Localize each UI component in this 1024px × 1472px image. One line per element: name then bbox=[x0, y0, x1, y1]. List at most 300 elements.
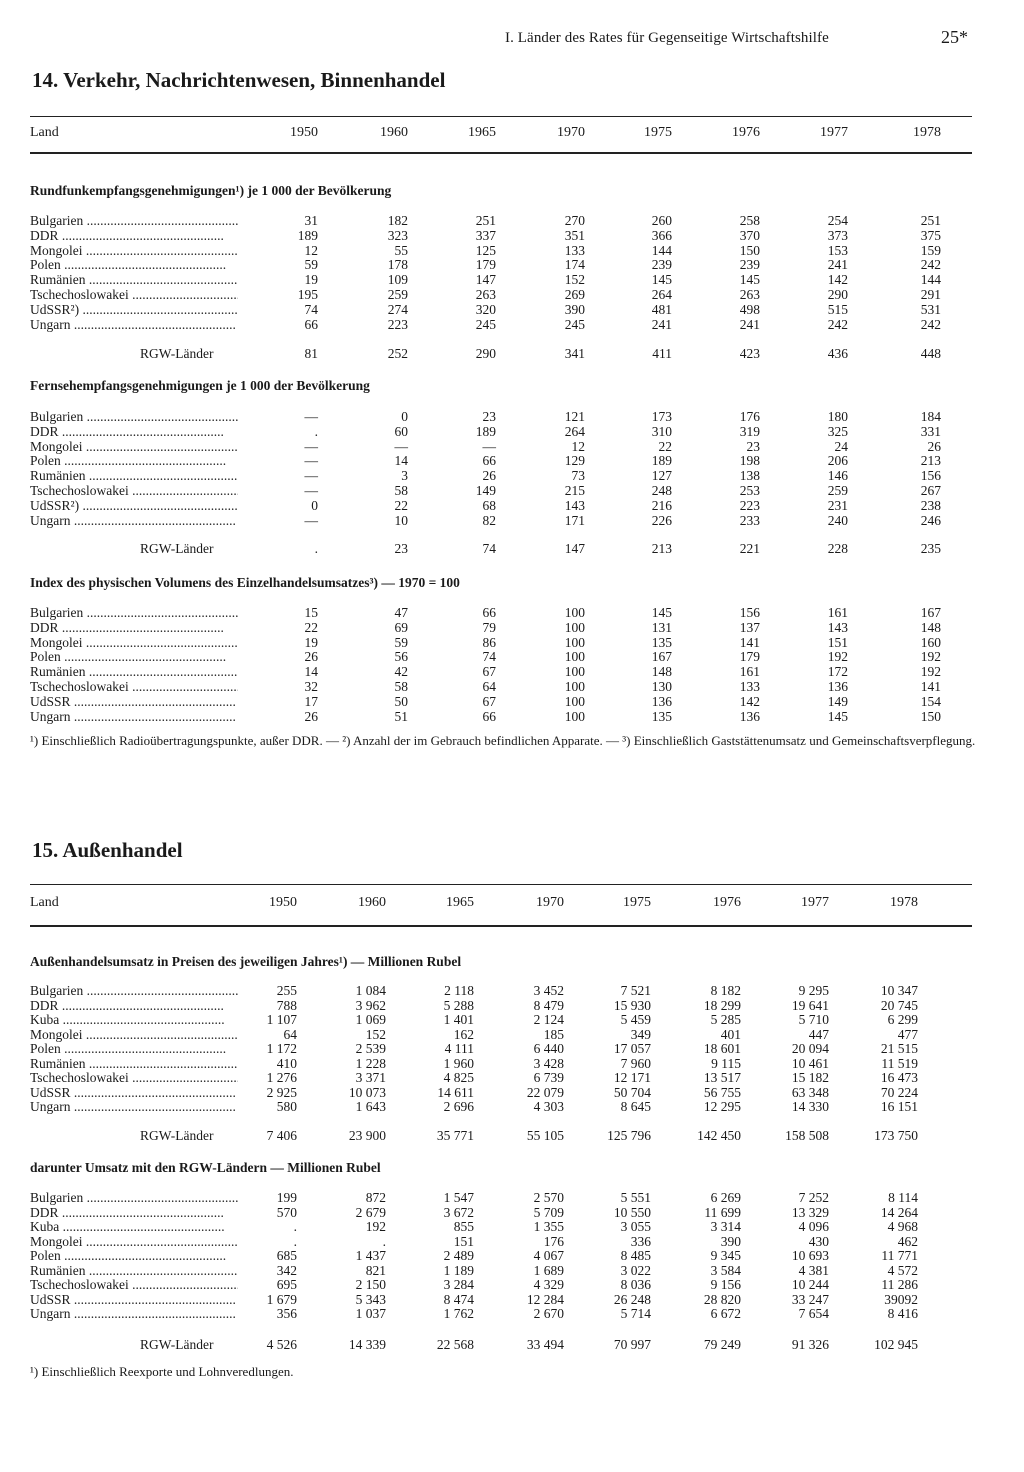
table-cell: 447 bbox=[808, 1027, 829, 1042]
table-cell: — bbox=[304, 439, 318, 454]
table-cell: 239 bbox=[651, 257, 672, 272]
table-cell: 26 bbox=[304, 649, 318, 664]
table-cell: 269 bbox=[564, 287, 585, 302]
table-cell: 22 bbox=[394, 498, 408, 513]
table-cell: 253 bbox=[739, 483, 760, 498]
table-cell: 17 bbox=[304, 694, 318, 709]
table-cell: 33 247 bbox=[791, 1292, 829, 1307]
total-cell: 423 bbox=[739, 346, 760, 361]
row-label: Polen ..... bbox=[30, 1248, 238, 1263]
table-cell: 32 bbox=[304, 679, 318, 694]
table-cell: 264 bbox=[651, 287, 672, 302]
table-cell: 131 bbox=[651, 620, 672, 635]
table-cell: 8 479 bbox=[533, 998, 564, 1013]
table-cell: 290 bbox=[827, 287, 848, 302]
row-label: Tschechoslowakei ..... bbox=[30, 287, 238, 302]
total-cell: . bbox=[314, 541, 318, 556]
footnote: ¹) Einschließlich Radioübertragungspunkte, außer DDR. — ²) Anzahl der im Gebrauch befindlichen Apparate. — ³) Einschließlich Gaststättenumsatz und Gemeinschaftsverpflegung. bbox=[30, 733, 976, 748]
table-cell: 872 bbox=[365, 1190, 386, 1205]
table-cell: 240 bbox=[827, 513, 848, 528]
table-cell: 171 bbox=[564, 513, 585, 528]
table-cell: 9 156 bbox=[710, 1277, 741, 1292]
table-cell: 1 960 bbox=[443, 1056, 474, 1071]
table-cell: 5 710 bbox=[798, 1012, 829, 1027]
row-label: Tschechoslowakei ..... bbox=[30, 1277, 238, 1292]
table-cell: 19 bbox=[304, 635, 318, 650]
table-cell: 6 672 bbox=[710, 1306, 741, 1321]
table-cell: 242 bbox=[920, 257, 941, 272]
table-cell: 26 bbox=[927, 439, 941, 454]
table-cell: 135 bbox=[651, 709, 672, 724]
table-cell: 151 bbox=[453, 1234, 474, 1249]
table-cell: 1 228 bbox=[355, 1056, 386, 1071]
row-label: DDR ..... bbox=[30, 228, 238, 243]
table-cell: 7 521 bbox=[620, 983, 651, 998]
table-cell: 50 bbox=[394, 694, 408, 709]
table-cell: . bbox=[382, 1234, 386, 1249]
table-row bbox=[0, 1292, 1024, 1307]
table-cell: 10 693 bbox=[791, 1248, 829, 1263]
table-cell: — bbox=[304, 409, 318, 424]
table-cell: 14 330 bbox=[791, 1099, 829, 1114]
table-row bbox=[0, 649, 1024, 664]
table-cell: 370 bbox=[739, 228, 760, 243]
total-row bbox=[0, 346, 1024, 361]
table-cell: 10 244 bbox=[791, 1277, 829, 1292]
table-cell: 5 288 bbox=[443, 998, 474, 1013]
table-cell: 146 bbox=[827, 468, 848, 483]
table-cell: 135 bbox=[651, 635, 672, 650]
table-cell: 241 bbox=[651, 317, 672, 332]
table-cell: 67 bbox=[482, 694, 496, 709]
table-cell: 226 bbox=[651, 513, 672, 528]
table-cell: 143 bbox=[564, 498, 585, 513]
column-header-year: 1978 bbox=[890, 895, 918, 910]
column-header-land: Land bbox=[30, 895, 59, 910]
table-cell: 223 bbox=[387, 317, 408, 332]
table-cell: 176 bbox=[543, 1234, 564, 1249]
table-cell: 12 295 bbox=[703, 1099, 741, 1114]
table-cell: 160 bbox=[920, 635, 941, 650]
table-cell: 1 762 bbox=[443, 1306, 474, 1321]
table-row bbox=[0, 453, 1024, 468]
row-label: Bulgarien ..... bbox=[30, 409, 238, 424]
table-cell: 3 022 bbox=[620, 1263, 651, 1278]
row-label: Bulgarien ..... bbox=[30, 1190, 238, 1205]
table-cell: 100 bbox=[564, 635, 585, 650]
column-header-year: 1960 bbox=[380, 125, 408, 140]
table-cell: 5 551 bbox=[620, 1190, 651, 1205]
table-cell: 10 073 bbox=[348, 1085, 386, 1100]
section-15-title: 15. Außenhandel bbox=[32, 838, 183, 862]
row-label: Ungarn ..... bbox=[30, 1099, 238, 1114]
table-cell: 55 bbox=[394, 243, 408, 258]
total-cell: 23 bbox=[394, 541, 408, 556]
row-label: Polen ..... bbox=[30, 649, 238, 664]
total-cell: 448 bbox=[920, 346, 941, 361]
total-label: RGW-Länder bbox=[140, 1128, 214, 1143]
block-subtitle: Außenhandelsumsatz in Preisen des jeweiligen Jahres¹) — Millionen Rubel bbox=[30, 954, 462, 969]
table-cell: 5 709 bbox=[533, 1205, 564, 1220]
row-label: Bulgarien ..... bbox=[30, 983, 238, 998]
table-cell: 7 654 bbox=[798, 1306, 829, 1321]
table-cell: 8 645 bbox=[620, 1099, 651, 1114]
table-cell: 74 bbox=[482, 649, 496, 664]
total-label: RGW-Länder bbox=[140, 1337, 214, 1352]
table-cell: 129 bbox=[564, 453, 585, 468]
table-cell: 9 115 bbox=[711, 1056, 741, 1071]
total-cell: 125 796 bbox=[607, 1128, 651, 1143]
table-cell: 58 bbox=[394, 679, 408, 694]
row-label: UdSSR²) ..... bbox=[30, 498, 238, 513]
table-cell: 28 820 bbox=[703, 1292, 741, 1307]
table-cell: 145 bbox=[651, 605, 672, 620]
block-subtitle: Rundfunkempfangsgenehmigungen¹) je 1 000 der Bevölkerung bbox=[30, 183, 392, 198]
table-cell: 248 bbox=[651, 483, 672, 498]
table-cell: 100 bbox=[564, 694, 585, 709]
table-row bbox=[0, 694, 1024, 709]
table-cell: 390 bbox=[564, 302, 585, 317]
column-header-year: 1978 bbox=[913, 125, 941, 140]
total-row bbox=[0, 1337, 1024, 1352]
table-cell: 162 bbox=[453, 1027, 474, 1042]
table-cell: 477 bbox=[897, 1027, 918, 1042]
table-cell: 336 bbox=[630, 1234, 651, 1249]
table-cell: 3 962 bbox=[355, 998, 386, 1013]
table-cell: 47 bbox=[394, 605, 408, 620]
table-cell: 68 bbox=[482, 498, 496, 513]
table-cell: 5 714 bbox=[620, 1306, 651, 1321]
table-cell: 4 067 bbox=[533, 1248, 564, 1263]
table-cell: 69 bbox=[394, 620, 408, 635]
table-cell: 50 704 bbox=[613, 1085, 651, 1100]
table-cell: 24 bbox=[834, 439, 848, 454]
table-cell: 5 459 bbox=[620, 1012, 651, 1027]
table-cell: 23 bbox=[482, 409, 496, 424]
row-label: Mongolei ..... bbox=[30, 635, 238, 650]
total-cell: 102 945 bbox=[874, 1337, 918, 1352]
table-cell: 223 bbox=[739, 498, 760, 513]
table-cell: 133 bbox=[739, 679, 760, 694]
table-cell: 3 452 bbox=[533, 983, 564, 998]
table-cell: 213 bbox=[920, 453, 941, 468]
table-cell: 172 bbox=[827, 664, 848, 679]
table-cell: 356 bbox=[276, 1306, 297, 1321]
table-cell: 375 bbox=[920, 228, 941, 243]
table-cell: 14 bbox=[304, 664, 318, 679]
table-cell: 184 bbox=[920, 409, 941, 424]
table-cell: 6 739 bbox=[533, 1070, 564, 1085]
table-cell: 1 355 bbox=[533, 1219, 564, 1234]
column-header-year: 1975 bbox=[644, 125, 672, 140]
table-cell: 199 bbox=[276, 1190, 297, 1205]
table-cell: 154 bbox=[920, 694, 941, 709]
total-cell: 147 bbox=[564, 541, 585, 556]
table-cell: 788 bbox=[276, 998, 297, 1013]
table-cell: 159 bbox=[920, 243, 941, 258]
table-cell: 149 bbox=[475, 483, 496, 498]
table-cell: 56 755 bbox=[703, 1085, 741, 1100]
table-row bbox=[0, 1099, 1024, 1114]
table-cell: — bbox=[394, 439, 408, 454]
column-header-year: 1977 bbox=[801, 895, 829, 910]
row-label: UdSSR ..... bbox=[30, 694, 238, 709]
table-row bbox=[0, 679, 1024, 694]
table-cell: 9 345 bbox=[710, 1248, 741, 1263]
total-cell: 23 900 bbox=[348, 1128, 386, 1143]
row-label: Polen ..... bbox=[30, 1041, 238, 1056]
column-header-year: 1970 bbox=[557, 125, 585, 140]
table-cell: 695 bbox=[276, 1277, 297, 1292]
table-row bbox=[0, 439, 1024, 454]
column-header-year: 1975 bbox=[623, 895, 651, 910]
table-row bbox=[0, 998, 1024, 1013]
table-cell: 821 bbox=[365, 1263, 386, 1278]
table-cell: 7 960 bbox=[620, 1056, 651, 1071]
table-row bbox=[0, 302, 1024, 317]
table-cell: 12 284 bbox=[526, 1292, 564, 1307]
table-cell: 4 111 bbox=[444, 1041, 474, 1056]
total-label: RGW-Länder bbox=[140, 346, 214, 361]
table-cell: 136 bbox=[827, 679, 848, 694]
table-cell: 580 bbox=[276, 1099, 297, 1114]
table-cell: 8 182 bbox=[710, 983, 741, 998]
table-cell: 10 347 bbox=[880, 983, 918, 998]
table-cell: 59 bbox=[394, 635, 408, 650]
table-cell: 192 bbox=[920, 649, 941, 664]
table-row bbox=[0, 498, 1024, 513]
table-header-row bbox=[0, 125, 1024, 140]
row-label: Tschechoslowakei ..... bbox=[30, 483, 238, 498]
table-cell: 142 bbox=[827, 272, 848, 287]
table-cell: 3 bbox=[401, 468, 408, 483]
table-row bbox=[0, 424, 1024, 439]
table-cell: 331 bbox=[920, 424, 941, 439]
table-cell: 239 bbox=[739, 257, 760, 272]
table-cell: 137 bbox=[739, 620, 760, 635]
table-cell: 18 299 bbox=[703, 998, 741, 1013]
table-cell: 4 381 bbox=[798, 1263, 829, 1278]
column-header-land: Land bbox=[30, 125, 59, 140]
table-cell: 206 bbox=[827, 453, 848, 468]
table-row bbox=[0, 620, 1024, 635]
table-cell: 264 bbox=[564, 424, 585, 439]
total-cell: 70 997 bbox=[613, 1337, 651, 1352]
table-cell: 11 771 bbox=[881, 1248, 918, 1263]
table-cell: 144 bbox=[651, 243, 672, 258]
table-cell: . bbox=[314, 424, 318, 439]
table-cell: 351 bbox=[564, 228, 585, 243]
table-cell: 148 bbox=[920, 620, 941, 635]
table-cell: 685 bbox=[276, 1248, 297, 1263]
table-cell: 192 bbox=[365, 1219, 386, 1234]
total-cell: 290 bbox=[475, 346, 496, 361]
table-cell: 238 bbox=[920, 498, 941, 513]
table-cell: . bbox=[293, 1219, 297, 1234]
table-row bbox=[0, 317, 1024, 332]
table-cell: 4 096 bbox=[798, 1219, 829, 1234]
table-cell: 2 118 bbox=[444, 983, 474, 998]
table-cell: 3 428 bbox=[533, 1056, 564, 1071]
table-cell: 198 bbox=[739, 453, 760, 468]
table-row bbox=[0, 228, 1024, 243]
table-cell: 189 bbox=[475, 424, 496, 439]
table-cell: 144 bbox=[920, 272, 941, 287]
table-cell: 12 bbox=[571, 439, 585, 454]
total-cell: 436 bbox=[827, 346, 848, 361]
table-row bbox=[0, 1263, 1024, 1278]
table-cell: 4 572 bbox=[887, 1263, 918, 1278]
table-cell: 127 bbox=[651, 468, 672, 483]
table-cell: 56 bbox=[394, 649, 408, 664]
total-cell: 142 450 bbox=[697, 1128, 741, 1143]
table-cell: 15 182 bbox=[791, 1070, 829, 1085]
table-cell: 245 bbox=[564, 317, 585, 332]
table-row bbox=[0, 664, 1024, 679]
table-cell: 100 bbox=[564, 620, 585, 635]
table-cell: . bbox=[293, 1234, 297, 1249]
table-cell: 241 bbox=[827, 257, 848, 272]
table-cell: 1 547 bbox=[443, 1190, 474, 1205]
table-cell: 8 474 bbox=[443, 1292, 474, 1307]
column-header-year: 1977 bbox=[820, 125, 848, 140]
row-label: DDR ..... bbox=[30, 424, 238, 439]
table-cell: 22 bbox=[304, 620, 318, 635]
table-cell: 263 bbox=[739, 287, 760, 302]
table-header-row bbox=[0, 895, 1024, 910]
table-cell: 260 bbox=[651, 213, 672, 228]
table-cell: 10 550 bbox=[613, 1205, 651, 1220]
table-cell: — bbox=[304, 483, 318, 498]
row-label: Ungarn ..... bbox=[30, 317, 238, 332]
row-label: DDR ..... bbox=[30, 1205, 238, 1220]
table-cell: 1 069 bbox=[355, 1012, 386, 1027]
column-header-year: 1965 bbox=[468, 125, 496, 140]
table-cell: 141 bbox=[739, 635, 760, 650]
table-cell: 189 bbox=[297, 228, 318, 243]
table-cell: 161 bbox=[827, 605, 848, 620]
table-cell: 259 bbox=[387, 287, 408, 302]
table-cell: 145 bbox=[651, 272, 672, 287]
table-cell: 143 bbox=[827, 620, 848, 635]
table-row bbox=[0, 1070, 1024, 1085]
column-header-year: 1950 bbox=[290, 125, 318, 140]
table-cell: 1 172 bbox=[266, 1041, 297, 1056]
total-cell: 7 406 bbox=[266, 1128, 297, 1143]
table-cell: 390 bbox=[720, 1234, 741, 1249]
table-cell: 462 bbox=[897, 1234, 918, 1249]
table-cell: 66 bbox=[482, 709, 496, 724]
total-cell: 14 339 bbox=[348, 1337, 386, 1352]
block-subtitle: Index des physischen Volumens des Einzelhandelsumsatzes³) — 1970 = 100 bbox=[30, 575, 460, 590]
table-row bbox=[0, 983, 1024, 998]
table-cell: 153 bbox=[827, 243, 848, 258]
table-cell: — bbox=[482, 439, 496, 454]
table-cell: 2 670 bbox=[533, 1306, 564, 1321]
table-row bbox=[0, 243, 1024, 258]
table-cell: 17 057 bbox=[613, 1041, 651, 1056]
table-row bbox=[0, 287, 1024, 302]
table-cell: 15 930 bbox=[613, 998, 651, 1013]
table-cell: 15 bbox=[304, 605, 318, 620]
total-label: RGW-Länder bbox=[140, 541, 214, 556]
table-cell: 138 bbox=[739, 468, 760, 483]
table-cell: 3 584 bbox=[710, 1263, 741, 1278]
table-cell: 325 bbox=[827, 424, 848, 439]
total-cell: 91 326 bbox=[791, 1337, 829, 1352]
table-top-rule bbox=[30, 116, 972, 117]
table-cell: — bbox=[304, 513, 318, 528]
table-row bbox=[0, 257, 1024, 272]
table-cell: 254 bbox=[827, 213, 848, 228]
table-cell: 2 925 bbox=[266, 1085, 297, 1100]
row-label: Ungarn ..... bbox=[30, 709, 238, 724]
table-row bbox=[0, 468, 1024, 483]
table-cell: 1 401 bbox=[443, 1012, 474, 1027]
table-cell: 109 bbox=[387, 272, 408, 287]
table-row bbox=[0, 1012, 1024, 1027]
table-cell: 12 171 bbox=[613, 1070, 651, 1085]
table-cell: 233 bbox=[739, 513, 760, 528]
table-cell: 270 bbox=[564, 213, 585, 228]
table-cell: 2 696 bbox=[443, 1099, 474, 1114]
table-row bbox=[0, 409, 1024, 424]
table-cell: 185 bbox=[543, 1027, 564, 1042]
table-row bbox=[0, 213, 1024, 228]
table-row bbox=[0, 483, 1024, 498]
table-cell: 1 189 bbox=[443, 1263, 474, 1278]
running-header: I. Länder des Rates für Gegenseitige Wirtschaftshilfe bbox=[505, 30, 829, 46]
table-cell: 12 bbox=[304, 243, 318, 258]
row-label: Mongolei ..... bbox=[30, 439, 238, 454]
row-label: Kuba ..... bbox=[30, 1012, 238, 1027]
table-cell: 1 107 bbox=[266, 1012, 297, 1027]
table-cell: 39092 bbox=[884, 1292, 918, 1307]
table-cell: 2 539 bbox=[355, 1041, 386, 1056]
row-label: UdSSR ..... bbox=[30, 1292, 238, 1307]
table-cell: 10 461 bbox=[791, 1056, 829, 1071]
table-cell: 73 bbox=[571, 468, 585, 483]
row-label: Kuba ..... bbox=[30, 1219, 238, 1234]
table-cell: 11 286 bbox=[881, 1277, 918, 1292]
table-cell: 176 bbox=[739, 409, 760, 424]
table-cell: 515 bbox=[827, 302, 848, 317]
table-cell: 3 672 bbox=[443, 1205, 474, 1220]
table-cell: — bbox=[304, 453, 318, 468]
table-cell: 149 bbox=[827, 694, 848, 709]
table-cell: 8 416 bbox=[887, 1306, 918, 1321]
table-cell: 570 bbox=[276, 1205, 297, 1220]
table-header-rule bbox=[30, 925, 972, 927]
table-cell: 64 bbox=[482, 679, 496, 694]
table-cell: 0 bbox=[401, 409, 408, 424]
table-row bbox=[0, 513, 1024, 528]
table-cell: 258 bbox=[739, 213, 760, 228]
table-cell: 366 bbox=[651, 228, 672, 243]
table-cell: 242 bbox=[827, 317, 848, 332]
table-cell: 9 295 bbox=[798, 983, 829, 998]
table-cell: 342 bbox=[276, 1263, 297, 1278]
table-cell: 410 bbox=[276, 1056, 297, 1071]
table-cell: 8 036 bbox=[620, 1277, 651, 1292]
table-cell: 245 bbox=[475, 317, 496, 332]
table-row bbox=[0, 1085, 1024, 1100]
table-cell: 251 bbox=[920, 213, 941, 228]
total-cell: 173 750 bbox=[874, 1128, 918, 1143]
table-cell: 310 bbox=[651, 424, 672, 439]
table-cell: 60 bbox=[394, 424, 408, 439]
table-cell: 337 bbox=[475, 228, 496, 243]
